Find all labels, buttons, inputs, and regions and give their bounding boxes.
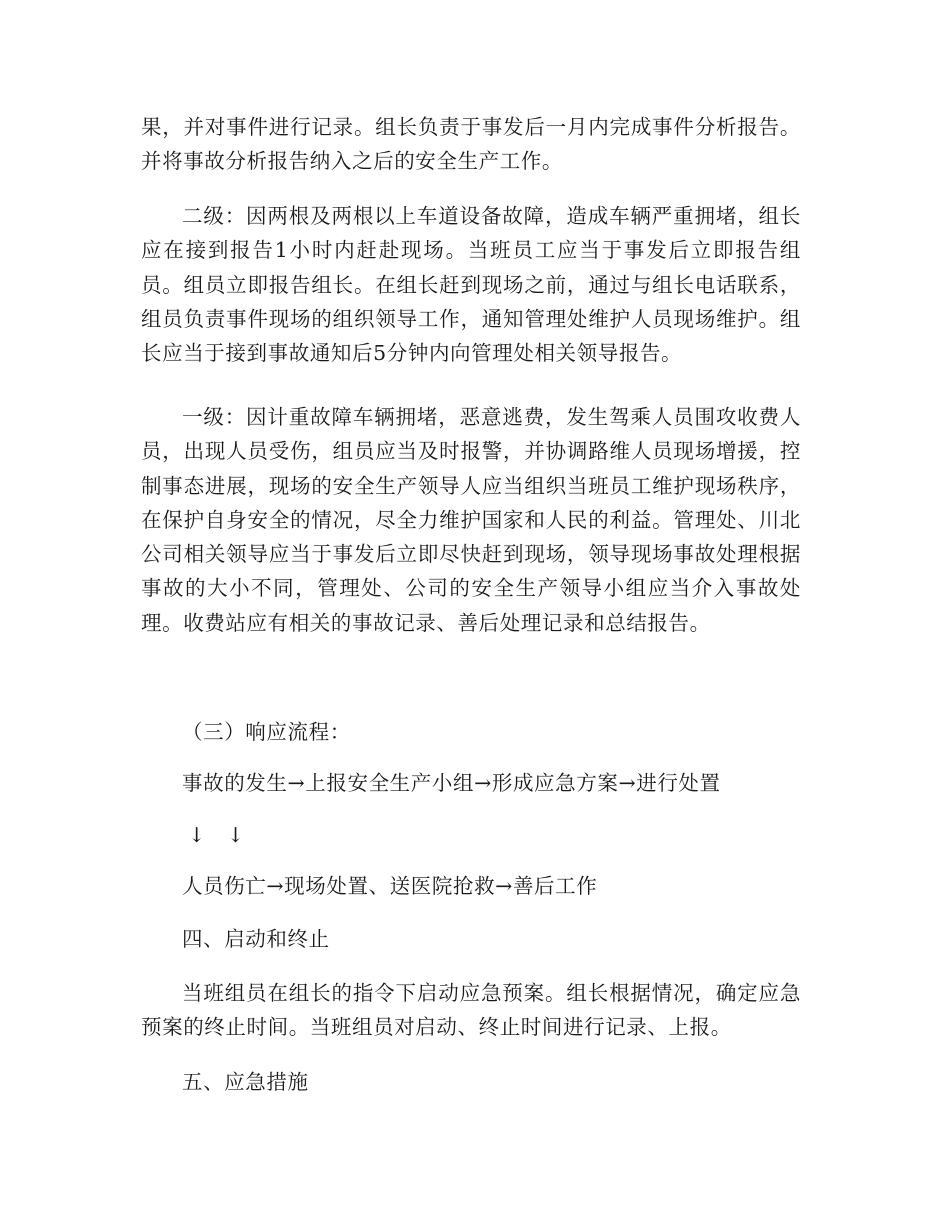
- heading-response-flow: （三）响应流程：: [182, 720, 351, 744]
- paragraph-event-record: 果，并对事件进行记录。组长负责于事发后一月内完成事件分析报告。并将事故分析报告纳入之后的安全生产工作。: [141, 115, 801, 174]
- heading-start-and-end: 四、启动和终止: [182, 927, 330, 951]
- flow-down-arrows: ↓ ↓: [188, 823, 245, 847]
- flow-step-line-two: 人员伤亡→现场处置、送医院抢救→善后工作: [182, 874, 598, 898]
- paragraph-level-two: 二级：因两根及两根以上车道设备故障，造成车辆严重拥堵，组长应在接到报告1小时内赶赴现场。当班员工应当于事发后立即报告组员。组员立即报告组长。在组长赶到现场之前，通过与组长电话联系，组员负责事件现场的组织领导工作，通知管理处维护人员现场维护。组长应当于接到事故通知后5分钟内向管理处相关领导报告。: [141, 204, 801, 366]
- flow-step-line-one: 事故的发生→上报安全生产小组→形成应急方案→进行处置: [182, 771, 721, 795]
- paragraph-start-end: 当班组员在组长的指令下启动应急预案。组长根据情况，确定应急预案的终止时间。当班组员对启动、终止时间进行记录、上报。: [141, 981, 801, 1040]
- paragraph-level-one: 一级：因计重故障车辆拥堵，恶意逃费，发生驾乘人员围攻收费人员，出现人员受伤，组员应当及时报警，并协调路维人员现场增援，控制事态进展，现场的安全生产领导人应当组织当班员工维护现场秩序，在保护自身安全的情况，尽全力维护国家和人民的利益。管理处、川北公司相关领导应当于事发后立即尽快赶到现场，领导现场事故处理根据事故的大小不同，管理处、公司的安全生产领导小组应当介入事故处理。收费站应有相关的事故记录、善后处理记录和总结报告。: [141, 405, 801, 635]
- heading-emergency-measures: 五、应急措施: [182, 1070, 309, 1094]
